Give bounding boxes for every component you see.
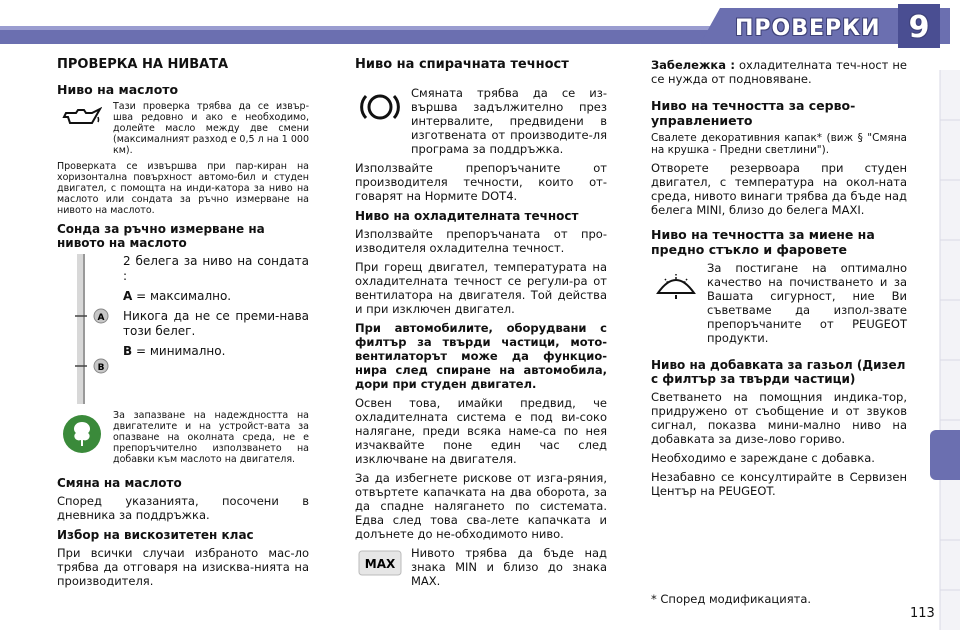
max-block [355,546,607,593]
mark-b-label: B [97,363,105,373]
additive-text-3: Незабавно се консултирайте в Сервизен Център на PEUGEOT. [651,470,907,498]
footnote: * Според модификацията. [651,592,812,606]
max-text: Нивото трябва да бъде над знака MIN и близо до знака MAX. [411,546,607,588]
brake-title: Ниво на спирачната течност [355,57,569,72]
coolant-text-3: Освен това, имайки предвид, че охладителната система е под ви-соко налягане, преди всяка наме-са по нея изчаквайте поне един час след изключване на двигателя. [355,396,607,466]
oil-level-title: Ниво на маслото [57,82,179,97]
section-title: ПРОВЕРКА НА НИВАТА [57,57,229,72]
coolant-text-1: Използвайте препоръчаната от про-изводителя охладителна течност. [355,227,607,255]
eco-block [57,410,309,470]
washer-block [651,261,907,350]
note-label: Забележка : [651,58,735,72]
note-line [651,58,907,86]
mark-b-letter: B [123,344,133,358]
brake-text: Използвайте препоръчаните от производителя течности, които от-говарят на Нормите DOT4. [355,161,607,203]
dipstick-illustration [57,254,117,404]
windshield-washer-icon [651,261,701,350]
steering-text-2: Отворете резервоара при студен двигател, с температура на окол-ната среда, нивото винаги трябва да бъде над белега MINI, близо до белега MAXI. [651,161,907,217]
brake-icon-text: Смяната трябва да се из-вършва задължително през интервалите, предвидени в изготвената от производите-ля програма за поддръжка. [411,86,607,156]
additive-text-2: Необходимо е зареждане с добавка. [651,451,875,465]
note-text: охладителната теч-ност не се нужда от подновяване. [651,58,907,86]
mark-b-text: = минимално. [132,344,226,358]
dipstick-title: Сонда за ръчно измерване на нивото на маслото [57,222,265,250]
column-1 [57,58,309,593]
steering-text-1: Свалете декоративния капак* (виж § "Смяна на крушка - Предни светлини"). [651,132,907,156]
oil-level-text-1: Тази проверка трябва да се извър-шва редовно и ако е необходимо, долейте масло между две смени (максималният разход е 0,5 л на 1 000 км). [113,101,309,156]
oil-level-block [57,101,309,161]
column-3 [651,58,907,503]
additive-title: Ниво на добавката за газьол (Дизел с филтър за твърди частици) [651,358,906,386]
coolant-text-4: За да избегнете рискове от изга-ряния, отвъртете капачката на два оборота, за да спадне налягането по системата. Едва след това сва-лете капачката и долънете до не-обходимото ниво. [355,471,607,541]
max-label: MAX [364,557,396,571]
eco-text: За запазване на надеждността на двигателите и на устройст-вата за опазване на околната среда, не е препоръчително използването на добавки към маслото на двигателя. [113,410,309,465]
mark-a-letter: A [123,289,133,303]
tree-eco-icon [57,410,107,470]
viscosity-text: При всички случаи избраното мас-ло трябва да отговаря на изисква-нията на производителя. [57,546,309,588]
chapter-number: 9 [908,10,930,45]
brake-warning-icon [355,86,405,161]
coolant-title: Ниво на охладителната течност [355,209,579,223]
never-text: Никога да не се преми-нава този белег. [123,309,309,338]
active-chapter-tab[interactable] [930,430,960,480]
oil-level-text-2: Проверката се извършва при пар-киран на хоризонтална повърхност автомо-бил и студен двигател, с помощта на инди-катора за ниво на маслото или сондата за ръчно измерване на нивото на маслото. [57,161,309,216]
chapter-tabs [926,70,960,630]
page-number: 113 [910,606,935,621]
brake-block [355,86,607,161]
mark-a-line [123,289,309,304]
column-2 [355,58,607,593]
dipstick-block [57,254,309,404]
washer-title: Ниво на течността за миене на предно стъкло и фаровете [651,227,875,257]
mark-a-text: = максимално. [132,289,232,303]
steering-title: Ниво на течността за сервоуправлението [651,98,856,128]
dipstick-text: 2 белега за ниво на сондата : [123,254,309,283]
viscosity-title: Избор на вискозитетен клас [57,528,254,542]
coolant-warning: При автомобилите, оборудвани с филтър за твърди частици, мото-вентилаторът може да функцио-нира след спиране на автомобила, дори при студен двигател. [355,321,607,391]
washer-icon-text: За постигане на оптимално качество на почистването и за Вашата сигурност, ние Ви съветваме да изпол-звате препоръчаните от PEUGEOT продукти. [707,261,907,345]
page-title: ПРОВЕРКИ [735,16,881,41]
coolant-text-2: При горещ двигател, температурата на охладителната течност се регули-ра от вентилатора на двигателя. Той действа и при изключен двигател. [355,260,607,316]
oil-can-icon [57,101,107,161]
oil-change-text: Според указанията, посочени в дневника за поддръжка. [57,494,309,522]
mark-b-line [123,344,309,359]
max-level-icon [355,546,405,593]
oil-change-title: Смяна на маслото [57,476,182,490]
additive-text-1: Светването на помощния индика-тор, придружено от съобщение и от звуков сигнал, показва мини-мално ниво на добавката за дизе-лово гориво. [651,390,907,446]
mark-a-label: A [97,313,105,323]
